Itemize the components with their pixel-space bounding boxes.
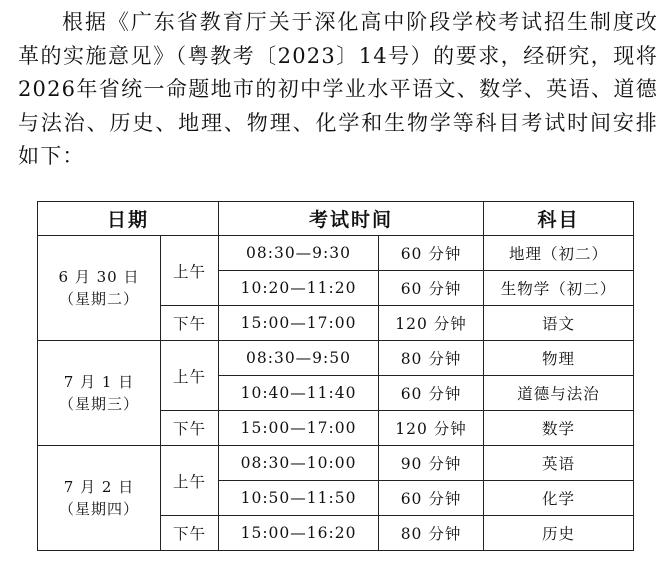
date-label: 6 月 30 日 bbox=[58, 268, 140, 286]
duration-cell: 80 分钟 bbox=[379, 341, 484, 376]
subject-cell: 物理 bbox=[484, 341, 634, 376]
duration-cell: 80 分钟 bbox=[379, 516, 484, 551]
period-cell: 上午 bbox=[161, 341, 219, 411]
time-cell: 15:00—16:20 bbox=[219, 516, 379, 551]
subject-cell: 语文 bbox=[484, 306, 634, 341]
header-date: 日期 bbox=[38, 202, 219, 236]
date-cell bbox=[38, 446, 161, 551]
time-cell: 08:30—9:30 bbox=[219, 236, 379, 271]
subject-cell: 生物学（初二） bbox=[484, 271, 634, 306]
date-cell bbox=[38, 341, 161, 446]
duration-cell: 60 分钟 bbox=[379, 236, 484, 271]
time-cell: 08:30—10:00 bbox=[219, 446, 379, 481]
subject-cell: 化学 bbox=[484, 481, 634, 516]
weekday-label: （星期三） bbox=[58, 395, 139, 413]
time-cell: 08:30—9:50 bbox=[219, 341, 379, 376]
period-cell: 下午 bbox=[161, 411, 219, 446]
exam-schedule-table bbox=[37, 201, 634, 551]
weekday-label: （星期四） bbox=[58, 500, 139, 518]
subject-cell: 英语 bbox=[484, 446, 634, 481]
time-cell: 15:00—17:00 bbox=[219, 306, 379, 341]
table-header-row bbox=[38, 202, 634, 236]
time-cell: 15:00—17:00 bbox=[219, 411, 379, 446]
duration-cell: 120 分钟 bbox=[379, 306, 484, 341]
header-subject: 科目 bbox=[484, 202, 634, 236]
duration-cell: 90 分钟 bbox=[379, 446, 484, 481]
header-exam-time: 考试时间 bbox=[219, 202, 484, 236]
table-row bbox=[38, 446, 634, 481]
subject-cell: 数学 bbox=[484, 411, 634, 446]
intro-paragraph: 根据《广东省教育厅关于深化高中阶段学校考试招生制度改革的实施意见》（粤教考〔2023〕14号）的要求，经研究，现将2026年省统一命题地市的初中学业水平语文、数学、英语、道德与法治、历史、地理、物理、化学和生物学等科目考试时间安排如下： bbox=[18, 10, 658, 168]
period-cell: 下午 bbox=[161, 306, 219, 341]
time-cell: 10:40—11:40 bbox=[219, 376, 379, 411]
table-row bbox=[38, 236, 634, 271]
period-cell: 上午 bbox=[161, 446, 219, 516]
duration-cell: 60 分钟 bbox=[379, 376, 484, 411]
date-label: 7 月 1 日 bbox=[63, 373, 135, 391]
time-cell: 10:20—11:20 bbox=[219, 271, 379, 306]
weekday-label: （星期二） bbox=[58, 290, 139, 308]
period-cell: 上午 bbox=[161, 236, 219, 306]
subject-cell: 道德与法治 bbox=[484, 376, 634, 411]
duration-cell: 60 分钟 bbox=[379, 271, 484, 306]
table-row bbox=[38, 341, 634, 376]
duration-cell: 60 分钟 bbox=[379, 481, 484, 516]
duration-cell: 120 分钟 bbox=[379, 411, 484, 446]
date-cell bbox=[38, 236, 161, 341]
time-cell: 10:50—11:50 bbox=[219, 481, 379, 516]
subject-cell: 历史 bbox=[484, 516, 634, 551]
subject-cell: 地理（初二） bbox=[484, 236, 634, 271]
period-cell: 下午 bbox=[161, 516, 219, 551]
date-label: 7 月 2 日 bbox=[63, 478, 135, 496]
